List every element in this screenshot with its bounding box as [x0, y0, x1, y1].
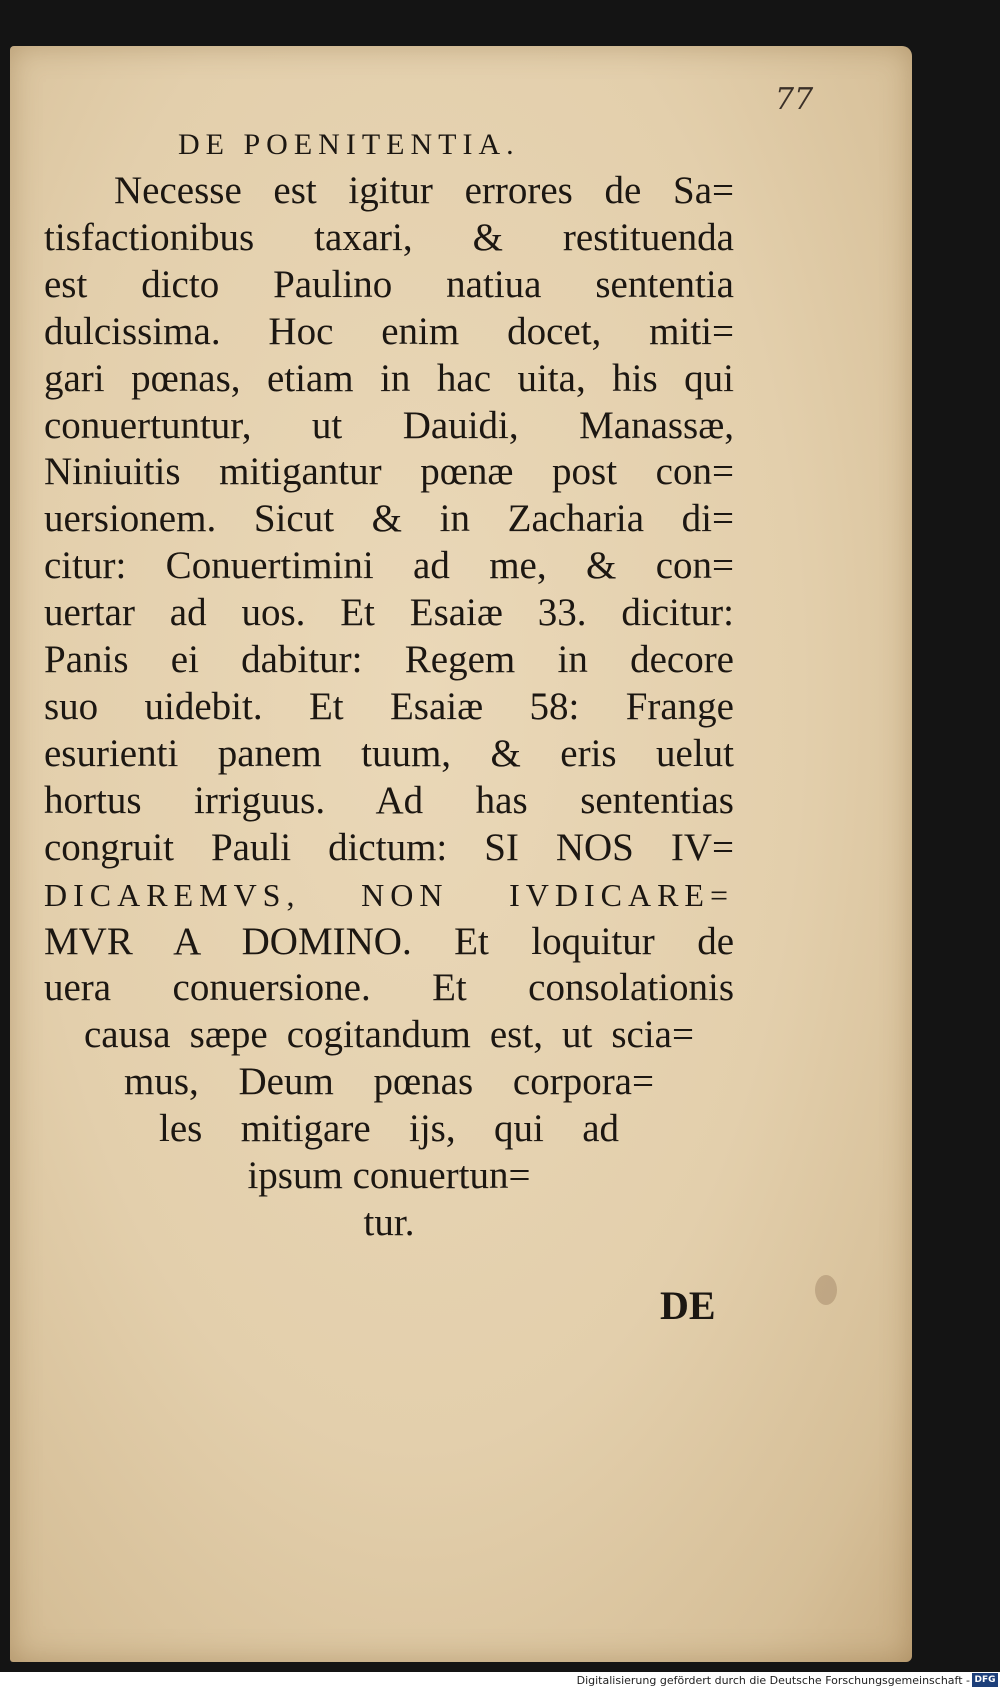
- text-line: uertar ad uos. Et Esaiæ 33. dicitur:: [44, 591, 734, 635]
- text-line: Niniuitis mitigantur pœnæ post con=: [44, 450, 734, 494]
- dfg-logo-icon: DFG: [972, 1673, 998, 1687]
- text-line: Necesse est igitur errores de Sa=: [114, 169, 734, 212]
- text-line: causa sæpe cogitandum est, ut scia=: [84, 1013, 694, 1057]
- running-head: DE POENITENTIA.: [178, 128, 520, 161]
- text-line: MVR A DOMINO. Et loquitur de: [44, 919, 734, 963]
- text-line: uersionem. Sicut & in Zacharia di=: [44, 497, 734, 541]
- funding-credit: Digitalisierung gefördert durch die Deutsche Forschungsgemeinschaft -: [576, 1674, 970, 1687]
- text-line: DICAREMVS, NON IVDICARE=: [44, 876, 734, 913]
- text-line: ipsum conuertun=: [247, 1154, 531, 1198]
- text-line: suo uidebit. Et Esaiæ 58: Frange: [44, 684, 734, 728]
- text-line: dulcissima. Hoc enim docet, miti=: [44, 309, 734, 353]
- text-line: uera conuersione. Et consolationis: [44, 966, 734, 1010]
- text-line: est dicto Paulino natiua sententia: [44, 262, 734, 306]
- catchword: DE: [660, 1283, 716, 1328]
- text-line: hortus irriguus. Ad has sententias: [44, 778, 734, 822]
- page-number: 77: [775, 82, 814, 117]
- text-line: tur.: [363, 1200, 415, 1244]
- text-line: conuertuntur, ut Dauidi, Manassæ,: [44, 403, 734, 447]
- text-line: Panis ei dabitur: Regem in decore: [44, 638, 734, 682]
- text-line: les mitigare ijs, qui ad: [159, 1107, 619, 1151]
- text-line: gari pœnas, etiam in hac uita, his qui: [44, 356, 734, 400]
- text-line: tisfactionibus taxari, & restituenda: [44, 215, 734, 259]
- text-line: congruit Pauli dictum: SI NOS IV=: [44, 825, 734, 869]
- body-text: [44, 168, 734, 1247]
- text-line: mus, Deum pœnas corpora=: [124, 1060, 654, 1104]
- text-line: esurienti panem tuum, & eris uelut: [44, 731, 734, 775]
- text-line: citur: Conuertimini ad me, & con=: [44, 544, 734, 588]
- paper-stain: [815, 1275, 837, 1305]
